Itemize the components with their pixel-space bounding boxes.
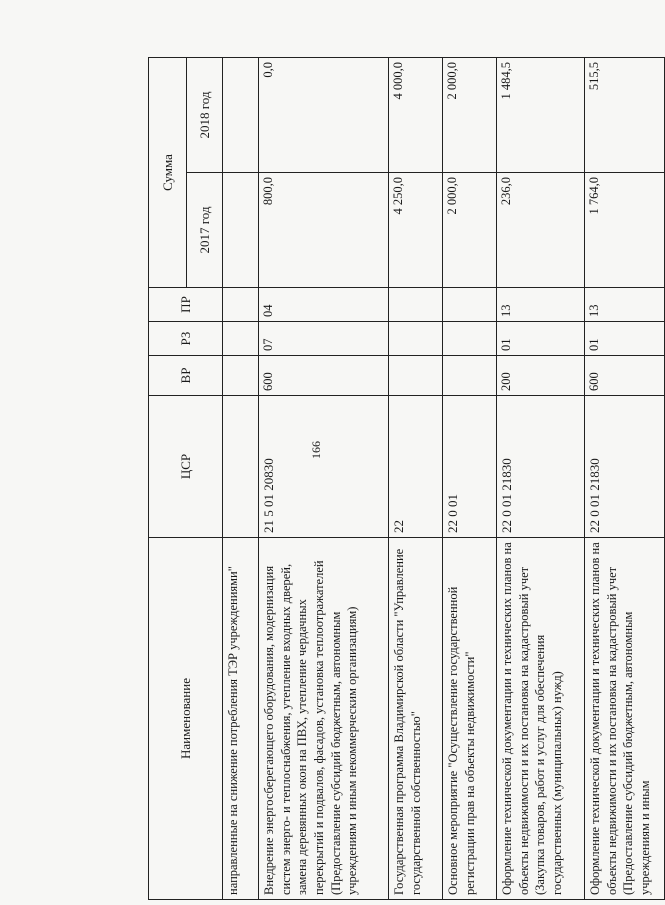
cell-name: Основное мероприятие "Осуществление государственной регистрации прав на объекты недвижимости" [443, 538, 497, 900]
budget-table [148, 57, 665, 900]
table-row [389, 58, 443, 900]
table-row [497, 58, 585, 900]
budget-table-rotated [148, 58, 652, 900]
cell-csr: 22 0 01 21830 [585, 396, 665, 538]
cell-csr [223, 396, 259, 538]
cell-2018: 1 484,5 [497, 58, 585, 173]
cell-vr [223, 356, 259, 396]
cell-rz [223, 322, 259, 356]
cell-rz: 01 [585, 322, 665, 356]
table-row [585, 58, 665, 900]
cell-csr: 22 0 01 [443, 396, 497, 538]
cell-vr: 200 [497, 356, 585, 396]
header-name: Наименование [149, 538, 223, 900]
cell-2018: 4 000,0 [389, 58, 443, 173]
table-row [259, 58, 389, 900]
cell-vr [389, 356, 443, 396]
cell-csr: 22 0 01 21830 [497, 396, 585, 538]
cell-2017: 236,0 [497, 173, 585, 288]
cell-rz [443, 322, 497, 356]
page-number: 166 [309, 441, 323, 459]
header-2018: 2018 год [187, 58, 223, 173]
cell-name: Внедрение энергосберегающего оборудования, модернизация систем энерго- и теплоснабжения, утепление входных дверей, замена деревянных окон на ПВХ, утепление чердачных перекрытий и подвалов, фасадов, установка теплоотражателей (Предоставление субсидий бюджетным, автономным учреждениям и иным некоммерческим организациям) [259, 538, 389, 900]
header-sum: Сумма [149, 58, 187, 288]
header-rz: РЗ [149, 322, 223, 356]
cell-2018: 0,0 [259, 58, 389, 173]
table-row [443, 58, 497, 900]
cell-rz [389, 322, 443, 356]
cell-2017: 800,0 [259, 173, 389, 288]
cell-2017: 1 764,0 [585, 173, 665, 288]
cell-name: Государственная программа Владимирской области "Управление государственной собственностью" [389, 538, 443, 900]
cell-pr: 13 [585, 288, 665, 322]
cell-pr [389, 288, 443, 322]
cell-2018 [223, 58, 259, 173]
cell-csr: 22 [389, 396, 443, 538]
cell-pr [443, 288, 497, 322]
header-csr: ЦСР [149, 396, 223, 538]
cell-2017: 2 000,0 [443, 173, 497, 288]
cell-name: Оформление технической документации и технических планов на объекты недвижимости и их постановка на кадастровый учет (Предоставление субсидий бюджетным, автономным учреждениям и иным [585, 538, 665, 900]
cell-2017 [223, 173, 259, 288]
cell-name: Оформление технической документации и технических планов на объекты недвижимости и их постановка на кадастровый учет (Закупка товаров, работ и услуг для обеспечения государственных (муниципальных) нужд) [497, 538, 585, 900]
cell-2018: 515,5 [585, 58, 665, 173]
cell-csr: 21 5 01 20830 [259, 396, 389, 538]
cell-rz: 07 [259, 322, 389, 356]
header-2017: 2017 год [187, 173, 223, 288]
cell-2017: 4 250,0 [389, 173, 443, 288]
cell-2018: 2 000,0 [443, 58, 497, 173]
header-vr: ВР [149, 356, 223, 396]
cell-vr: 600 [585, 356, 665, 396]
cell-vr [443, 356, 497, 396]
table-row [223, 58, 259, 900]
header-pr: ПР [149, 288, 223, 322]
cell-pr: 13 [497, 288, 585, 322]
cell-pr: 04 [259, 288, 389, 322]
cell-vr: 600 [259, 356, 389, 396]
cell-name: направленные на снижение потребления ТЭР учреждениями" [223, 538, 259, 900]
cell-pr [223, 288, 259, 322]
cell-rz: 01 [497, 322, 585, 356]
